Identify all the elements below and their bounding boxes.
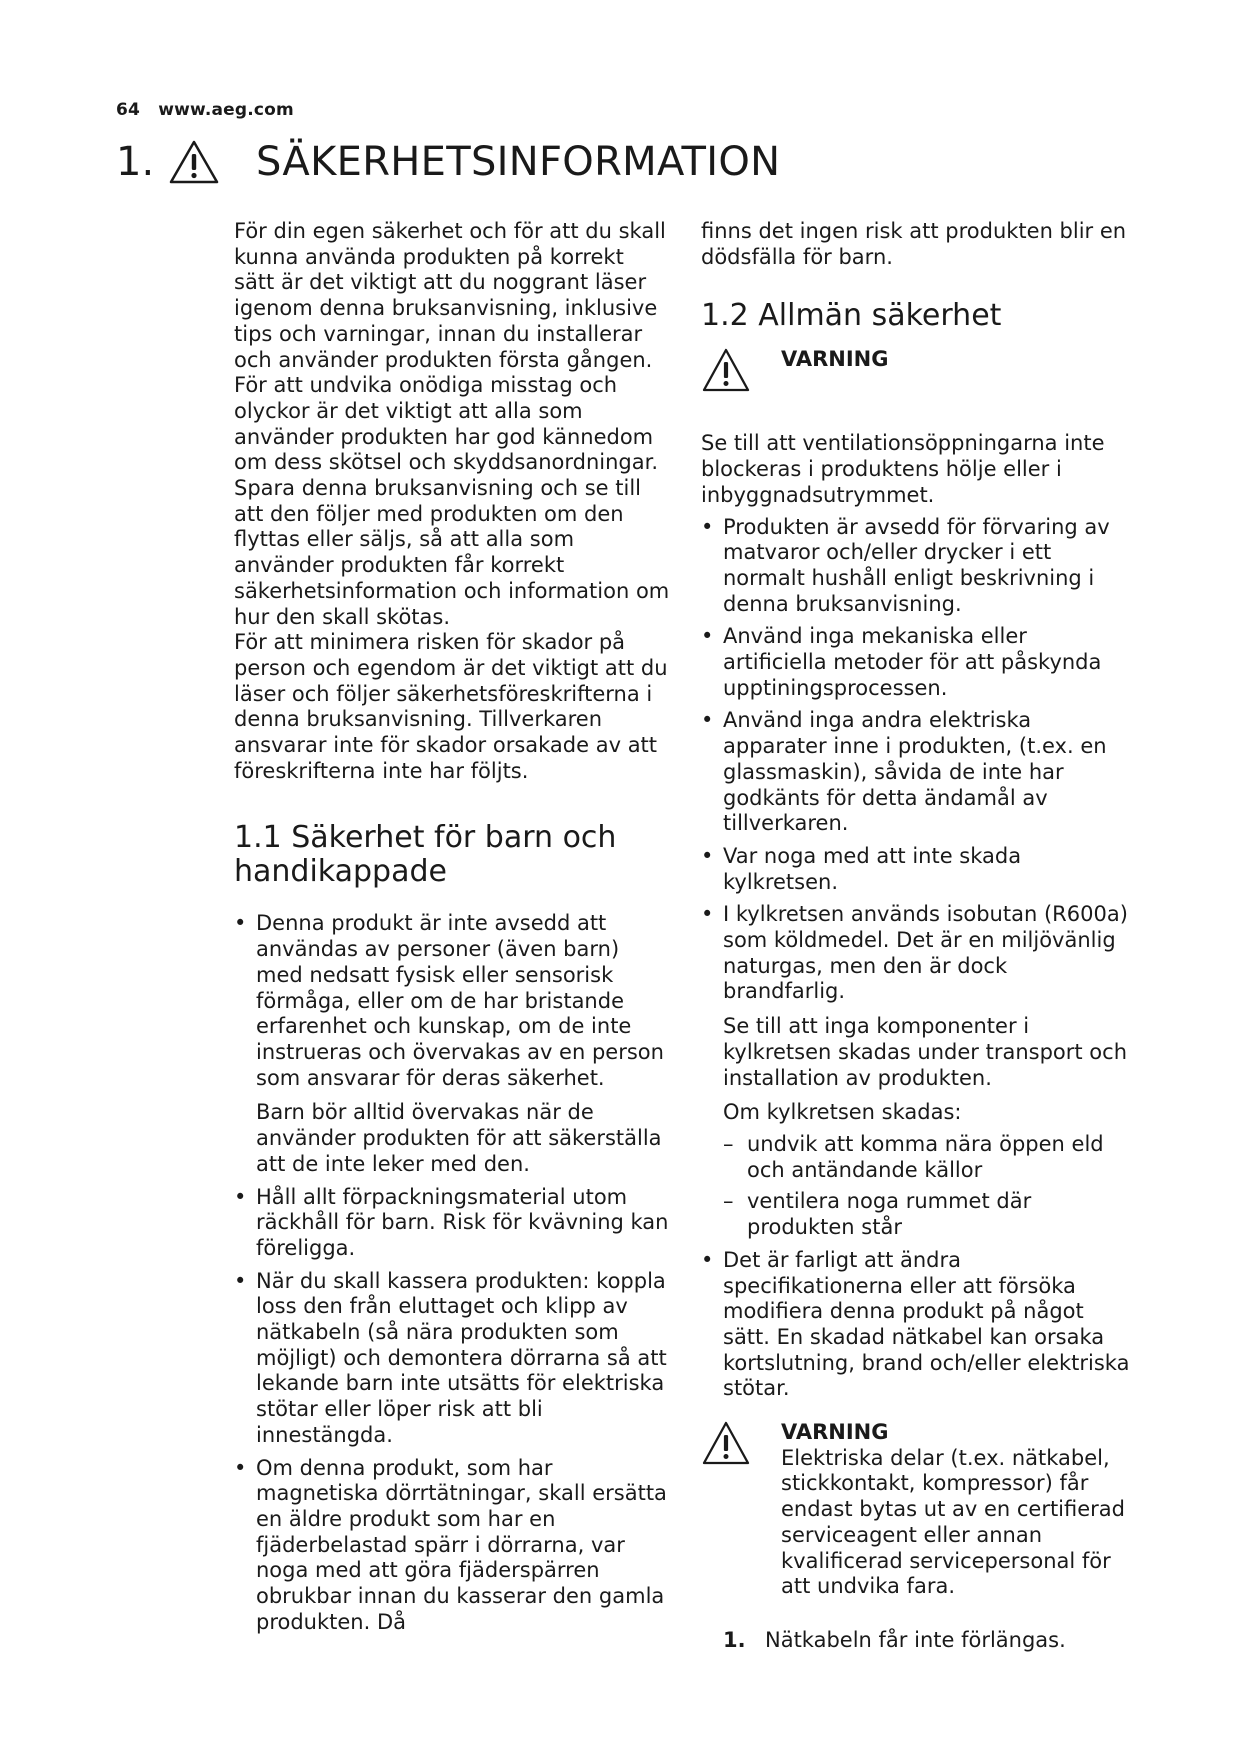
list-item-text: • Håll allt förpackningsmaterial utom räckhåll för barn. Risk för kvävning kan föreligga. <box>256 1184 669 1260</box>
list-item <box>701 624 1131 701</box>
section-1-1-title: 1.1 Säkerhet för barn och handikappade <box>234 820 617 890</box>
intro-paragraph-2: För att minimera risken för skador på person och egendom är det viktigt att du läser och följer säkerhetsföreskrifterna i denna bruksanvisning. Tillverkaren ansvarar inte för skador orsakade av att föreskrifterna inte har följts. <box>234 630 668 783</box>
list-item <box>234 1456 670 1636</box>
list-item-subtext: Barn bör alltid övervakas när de använder produkten för att säkerställa att de inte leker med den. <box>256 1100 662 1176</box>
numbered-item-number: 1. <box>723 1627 746 1652</box>
right-column <box>701 219 1131 1654</box>
list-item <box>701 902 1131 1240</box>
list-item-text: • Var noga med att inte skada kylkretsen. <box>723 843 1022 894</box>
warning-label: VARNING <box>781 347 889 372</box>
list-item-text: • I kylkretsen används isobutan (R600a) som köldmedel. Det är en miljövänlig naturgas, men den är dock brandfarlig. <box>723 902 1128 1004</box>
dash-item: – undvik att komma nära öppen eld och antändande källor <box>723 1132 1131 1183</box>
dash-list <box>723 1132 1131 1241</box>
list-item <box>234 1269 670 1449</box>
list-item <box>701 515 1131 618</box>
list-item <box>701 844 1131 895</box>
list-item-text: • Använd inga andra elektriska apparater inne i produkten, (t.ex. en glassmaskin), såvida de inte har godkänts för detta ändamål av tillverkaren. <box>723 708 1107 836</box>
list-item-text: • Det är farligt att ändra specifikationerna eller att försöka modifiera denna produkt på något sätt. En skadad nätkabel kan orsaka kortslutning, brand och/eller elektriska stötar. <box>723 1247 1130 1401</box>
left-column <box>234 219 670 1642</box>
list-item-text: • Om denna produkt, som har magnetiska dörrtätningar, skall ersätta en äldre produkt som har en fjäderbelastad spärr i dörrarna, var noga med att göra fjäderspärren obrukbar innan du kasserar den gamla produkten. Då <box>256 1455 667 1634</box>
warning-text: Elektriska delar (t.ex. nätkabel, stickkontakt, kompressor) får endast bytas ut av en certifierad serviceagent eller annan kvalificerad servicepersonal för att undvika fara. <box>781 1445 1125 1599</box>
warning-triangle-icon <box>701 347 751 393</box>
continuation-text: finns det ingen risk att produkten blir en dödsfälla för barn. <box>701 219 1127 269</box>
warning-triangle-icon <box>701 1420 751 1466</box>
warning-callout <box>701 1420 1131 1600</box>
warning-body <box>781 1420 1131 1600</box>
chapter-number: 1. <box>116 139 155 185</box>
list-item <box>234 1185 670 1262</box>
section-1-2-title: 1.2 Allmän säkerhet <box>701 298 1002 334</box>
intro-text <box>234 219 670 784</box>
warning-callout <box>701 347 1131 407</box>
list-item <box>701 708 1131 837</box>
list-item <box>234 911 670 1177</box>
dash-item: – ventilera noga rummet där produkten står <box>723 1189 1131 1240</box>
section-1-2-list <box>701 515 1131 1403</box>
list-item-subtext: Se till att inga komponenter i kylkretsen skadas under transport och installation av produkten. <box>723 1014 1128 1090</box>
general-safety-intro: Se till att ventilationsöppningarna inte blockeras i produktens hölje eller i inbyggnadsutrymmet. <box>701 431 1105 507</box>
list-item-text: • När du skall kassera produkten: koppla loss den från eluttaget och klipp av nätkabeln (så nära produkten som möjligt) och demontera dörrarna så att lekande barn inte utsätts för elektriska stötar eller löper risk att bli innestängda. <box>256 1268 667 1447</box>
chapter-heading <box>116 132 780 192</box>
page-header <box>116 100 294 120</box>
list-item-text: • Denna produkt är inte avsedd att användas av personer (även barn) med nedsatt fysisk eller sensorisk förmåga, eller om de har bristande erfarenhet och kunskap, om de inte instrueras och övervakas av en person som ansvarar för deras säkerhet. <box>256 911 664 1090</box>
website-link[interactable]: www.aeg.com <box>158 100 294 120</box>
list-item-subtext: Om kylkretsen skadas: <box>723 1100 962 1125</box>
list-item <box>701 1248 1131 1402</box>
section-1-1-list <box>234 911 670 1635</box>
list-item-text: • Använd inga mekaniska eller artificiella metoder för att påskynda upptiningsprocessen. <box>723 624 1102 700</box>
numbered-item-text: Nätkabeln får inte förlängas. <box>765 1627 1066 1652</box>
intro-paragraph-1: För din egen säkerhet och för att du skall kunna använda produkten på korrekt sätt är det viktigt att du noggrant läser igenom denna bruksanvisning, inklusive tips och varningar, innan du installerar och använder produkten första gången. För att undvika onödiga misstag och olyckor är det viktigt att alla som använder produkten har god kännedom om dess skötsel och skyddsanordningar. Spara denna bruksanvisning och se till att den följer med produkten om den flyttas eller säljs, så att alla som använder produkten får korrekt säkerhetsinformation och information om hur den skall skötas. <box>234 219 670 629</box>
numbered-item <box>723 1628 1131 1654</box>
page-number: 64 <box>116 100 141 120</box>
chapter-title: SÄKERHETSINFORMATION <box>256 139 781 185</box>
list-item-text: • Produkten är avsedd för förvaring av matvaror och/eller drycker i ett normalt hushåll enligt beskrivning i denna bruksanvisning. <box>723 514 1110 616</box>
warning-label: VARNING <box>781 1420 889 1445</box>
warning-triangle-icon <box>168 139 220 185</box>
